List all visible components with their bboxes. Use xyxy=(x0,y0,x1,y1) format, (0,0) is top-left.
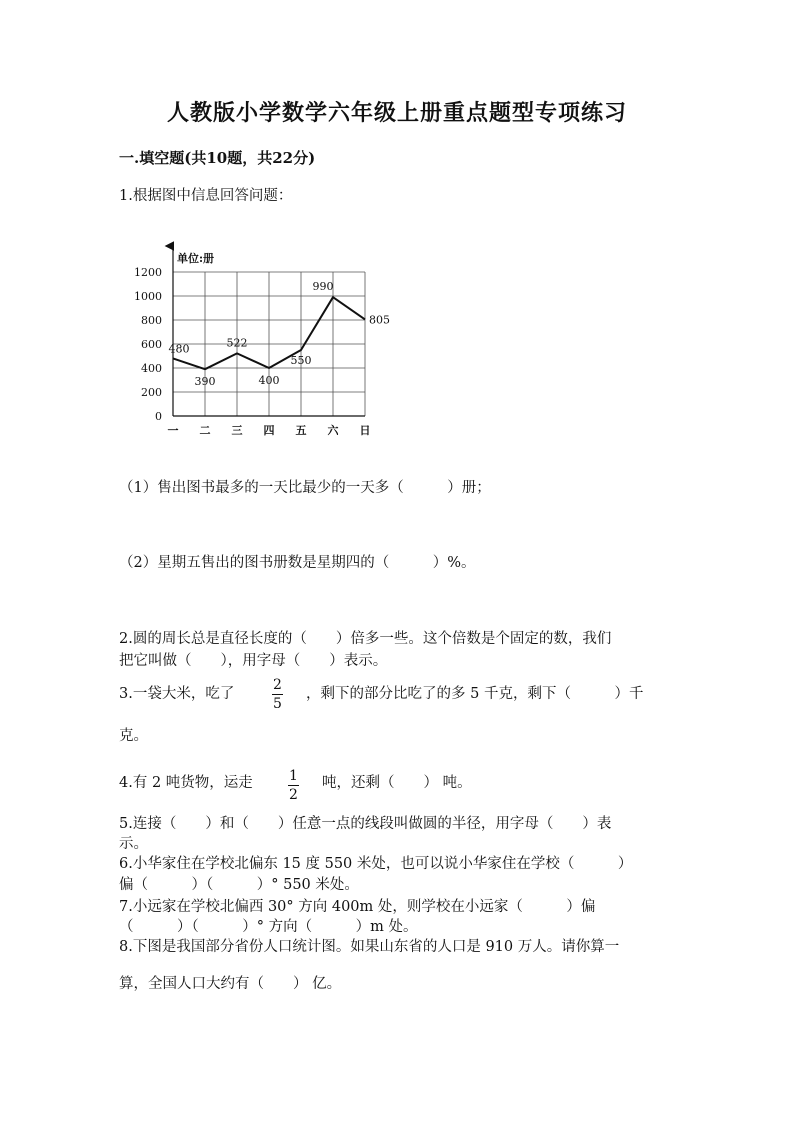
section-heading: 一.填空题(共10题，共22分) xyxy=(119,149,316,167)
y-tick-label: 400 xyxy=(141,362,162,375)
y-tick-label: 1000 xyxy=(134,290,162,303)
x-tick-label: 三 xyxy=(231,424,243,437)
question-3-fraction xyxy=(272,677,283,712)
question-4-part-2: 吨，还剩（ ） 吨。 xyxy=(322,775,472,791)
chart-grid xyxy=(173,272,365,416)
data-labels xyxy=(169,280,391,388)
question-4-part-1: 4.有 2 吨货物，运走 xyxy=(119,775,253,791)
unit-label: 单位:册 xyxy=(177,252,215,265)
x-tick-label: 六 xyxy=(327,424,339,437)
question-3-part-2: ，剩下的部分比吃了的多 5 千克，剩下（ ）千 xyxy=(306,686,644,702)
data-label: 550 xyxy=(290,354,312,367)
question-5-line-2: 示。 xyxy=(119,836,148,852)
data-label: 805 xyxy=(369,313,390,327)
question-3-line-2: 克。 xyxy=(119,728,148,744)
question-3-part-1: 3.一袋大米，吃了 xyxy=(119,686,235,702)
question-8-line-2: 算，全国人口大约有（ ） 亿。 xyxy=(119,976,342,992)
question-1-sub-2: （2）星期五售出的图书册数是星期四的（ ）%。 xyxy=(119,555,476,571)
y-tick-label: 800 xyxy=(141,314,162,327)
data-label: 390 xyxy=(194,375,216,389)
question-7-line-2: （ ）（ ）° 方向（ ）m 处。 xyxy=(119,919,418,935)
x-tick-labels xyxy=(168,423,371,437)
fraction-denominator: 5 xyxy=(273,696,282,712)
y-tick-label: 200 xyxy=(141,386,162,399)
question-8-line-1: 8.下图是我国部分省份人口统计图。如果山东省的人口是 910 万人。请你算一 xyxy=(119,939,620,955)
x-tick-label: 五 xyxy=(295,424,307,437)
fraction-bar xyxy=(288,785,299,786)
question-6-line-1: 6.小华家住在学校北偏东 15 度 550 米处，也可以说小华家住在学校（ ） xyxy=(119,856,633,872)
question-4-fraction xyxy=(288,768,299,803)
question-2-line-2: 把它叫做（ ），用字母（ ）表示。 xyxy=(119,653,388,669)
data-label: 400 xyxy=(258,374,280,387)
question-2-line-1: 2.圆的周长总是直径长度的（ ）倍多一些。这个倍数是个固定的数，我们 xyxy=(119,631,612,647)
data-label: 480 xyxy=(168,342,190,356)
x-tick-label: 四 xyxy=(263,424,275,437)
y-tick-label: 0 xyxy=(155,410,162,423)
question-5-line-1: 5.连接（ ）和（ ）任意一点的线段叫做圆的半径，用字母（ ）表 xyxy=(119,816,612,832)
x-tick-label: 二 xyxy=(199,424,211,437)
y-tick-label: 1200 xyxy=(134,266,162,279)
fraction-denominator: 2 xyxy=(289,787,298,803)
fraction-numerator: 1 xyxy=(289,768,298,784)
x-tick-label: 日 xyxy=(359,424,371,437)
y-tick-label: 600 xyxy=(141,338,162,351)
fraction-bar xyxy=(272,694,283,695)
data-label: 522 xyxy=(226,336,248,350)
question-6-line-2: 偏（ ）（ ）° 550 米处。 xyxy=(119,877,359,893)
fraction-numerator: 2 xyxy=(273,677,282,693)
x-tick-label: 一 xyxy=(167,424,179,437)
question-1-stem: 1.根据图中信息回答问题： xyxy=(119,188,293,204)
question-7-line-1: 7.小远家在学校北偏西 30° 方向 400m 处，则学校在小远家（ ）偏 xyxy=(119,899,596,915)
y-tick-labels xyxy=(134,266,162,423)
sales-line-chart xyxy=(120,238,410,443)
page-title: 人教版小学数学六年级上册重点题型专项练习 xyxy=(166,100,627,126)
data-label: 990 xyxy=(312,280,334,294)
question-1-sub-1: （1）售出图书最多的一天比最少的一天多（ ）册； xyxy=(119,480,491,496)
